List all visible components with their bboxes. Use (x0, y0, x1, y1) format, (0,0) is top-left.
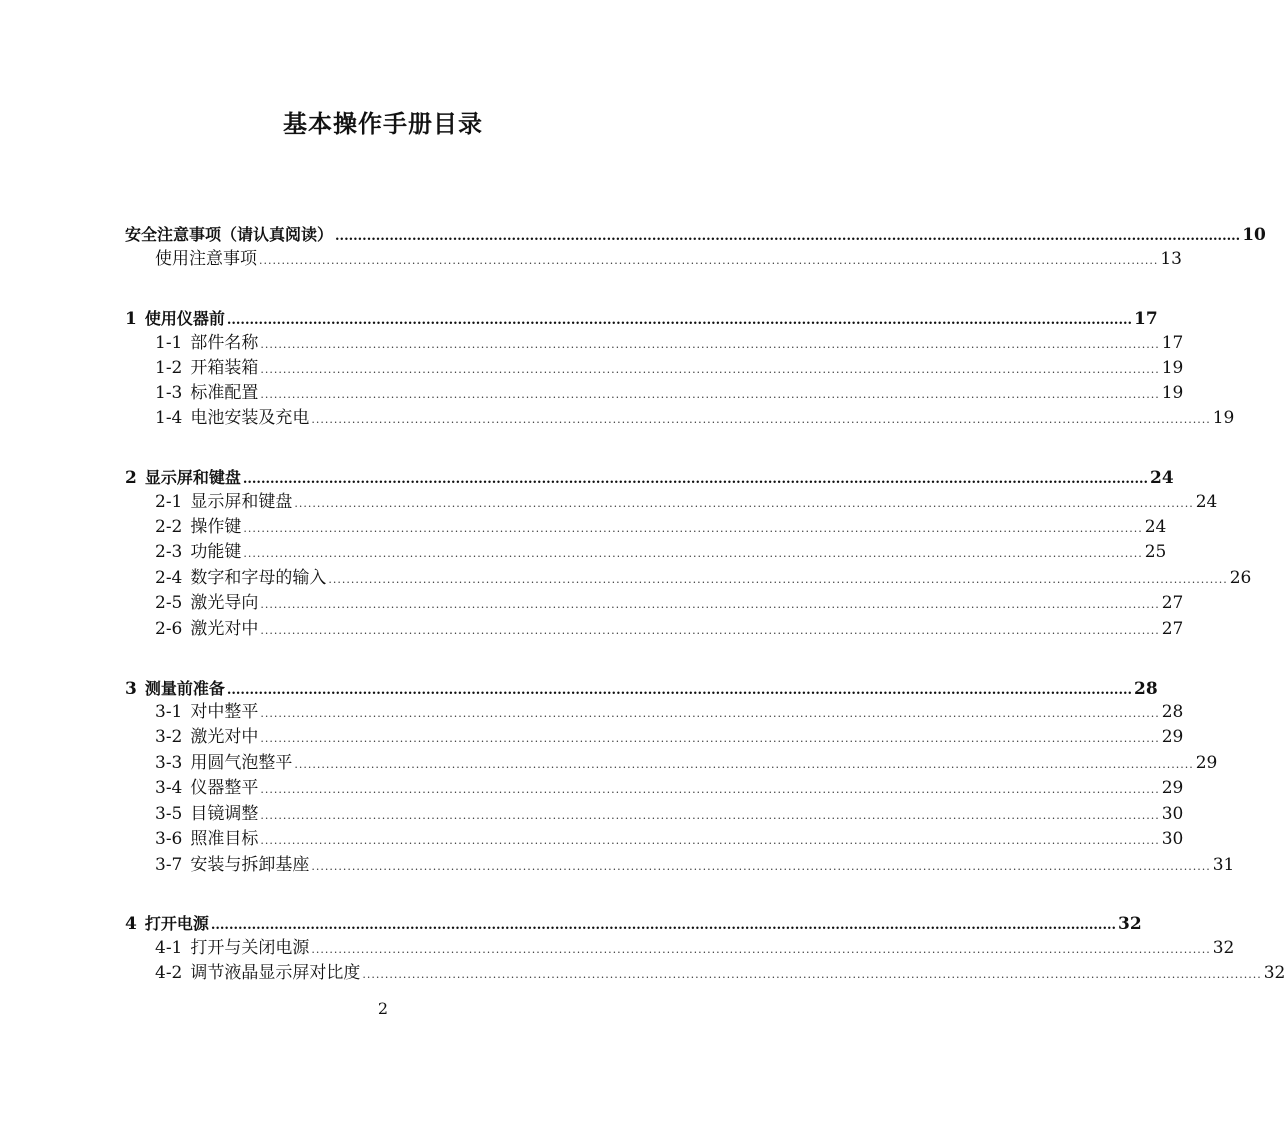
toc-entry-title: 开箱装箱 (190, 358, 259, 378)
toc-entry-title: 功能键 (190, 542, 242, 562)
toc-entry-number: 3-5 (155, 804, 183, 824)
toc-chapter-entry[interactable] (125, 465, 1174, 490)
toc-entry-title: 激光导向 (190, 593, 259, 613)
dot-leader: ........................................................................................................................................................................................................ (210, 918, 1117, 933)
dot-leader: ........................................................................................................................................................................................................ (311, 860, 1211, 873)
toc-entry-page: 24 (1150, 468, 1174, 488)
toc-entry-page: 30 (1161, 804, 1184, 824)
toc-chapter-entry[interactable] (125, 911, 1142, 936)
toc-entry-number: 2-4 (155, 568, 183, 588)
toc-chapter-entry[interactable] (125, 222, 1266, 247)
toc-entry-page: 29 (1161, 778, 1184, 798)
toc-section-entry[interactable] (155, 853, 1235, 878)
dot-leader: ........................................................................................................................................................................................................ (362, 968, 1262, 981)
toc-entry-number: 2-3 (155, 542, 183, 562)
toc-entry-title: 照准目标 (190, 829, 259, 849)
toc-entry-page: 24 (1195, 492, 1218, 512)
toc-entry-number: 2 (125, 468, 137, 488)
dot-leader: ........................................................................................................................................................................................................ (260, 732, 1160, 745)
toc-entry-number: 4 (125, 914, 137, 934)
toc-section-entry[interactable] (155, 776, 1184, 801)
toc-entry-title: 对中整平 (190, 702, 259, 722)
toc-entry-title: 部件名称 (190, 333, 259, 353)
toc-section-entry[interactable] (155, 617, 1184, 642)
page-number: 2 (377, 999, 389, 1018)
dot-leader: ........................................................................................................................................................................................................ (335, 229, 1241, 244)
dot-leader: ........................................................................................................................................................................................................ (259, 254, 1159, 267)
toc-section-entry[interactable] (155, 700, 1184, 725)
toc-entry-page: 32 (1212, 938, 1235, 958)
toc-section-entry[interactable] (155, 751, 1218, 776)
toc-entry-page: 19 (1161, 383, 1184, 403)
toc-entry-page: 19 (1161, 358, 1184, 378)
toc-entry-page: 24 (1144, 517, 1167, 537)
toc-entry-page: 27 (1161, 593, 1184, 613)
toc-section-entry[interactable] (155, 936, 1235, 961)
toc-entry-title: 操作键 (190, 517, 242, 537)
toc-entry-title: 激光对中 (190, 727, 259, 747)
toc-entry-title: 用圆气泡整平 (190, 753, 293, 773)
toc-entry-title: 调节液晶显示屏对比度 (190, 963, 361, 983)
toc-entry-page: 13 (1160, 249, 1182, 269)
toc-entry-page: 31 (1212, 855, 1235, 875)
toc-entry-title: 安装与拆卸基座 (190, 855, 310, 875)
dot-leader: ........................................................................................................................................................................................................ (260, 809, 1160, 822)
toc-entry-number: 1-2 (155, 358, 183, 378)
toc-section-entry[interactable] (155, 247, 1182, 272)
toc-entry-number: 3-4 (155, 778, 183, 798)
dot-leader: ........................................................................................................................................................................................................ (260, 363, 1160, 376)
toc-entry-page: 27 (1161, 619, 1184, 639)
dot-leader: ........................................................................................................................................................................................................ (311, 413, 1211, 426)
toc-entry-number: 1-1 (155, 333, 183, 353)
toc-section-entry[interactable] (155, 406, 1235, 431)
dot-leader: ........................................................................................................................................................................................................ (311, 943, 1211, 956)
toc-entry-number: 3-1 (155, 702, 183, 722)
toc-entry-number: 3-6 (155, 829, 183, 849)
toc-entry-title: 打开与关闭电源 (190, 938, 310, 958)
toc-section-entry[interactable] (155, 515, 1167, 540)
toc-entry-page: 32 (1118, 914, 1142, 934)
toc-section-entry[interactable] (155, 356, 1184, 381)
dot-leader: ........................................................................................................................................................................................................ (243, 522, 1143, 535)
toc-entry-number: 2-1 (155, 492, 183, 512)
toc-entry-title: 数字和字母的输入 (190, 568, 327, 588)
toc-entry-number: 2-2 (155, 517, 183, 537)
toc-entry-title: 打开电源 (144, 914, 209, 933)
toc-entry-number: 3-3 (155, 753, 183, 773)
toc-entry-title: 激光对中 (190, 619, 259, 639)
dot-leader: ........................................................................................................................................................................................................ (260, 707, 1160, 720)
toc-entry-number: 3 (125, 679, 137, 699)
toc-chapter-entry[interactable] (125, 306, 1158, 331)
toc-section-entry[interactable] (155, 490, 1218, 515)
toc-section-entry[interactable] (155, 961, 1285, 986)
toc-entry-number: 2-5 (155, 593, 183, 613)
toc-entry-number: 1-4 (155, 408, 183, 428)
toc-entry-page: 30 (1161, 829, 1184, 849)
toc-entry-page: 28 (1161, 702, 1184, 722)
toc-entry-number: 3-2 (155, 727, 183, 747)
toc-entry-title: 测量前准备 (144, 679, 225, 698)
dot-leader: ........................................................................................................................................................................................................ (260, 598, 1160, 611)
dot-leader: ........................................................................................................................................................................................................ (294, 758, 1194, 771)
toc-entry-title: 标准配置 (190, 383, 259, 403)
toc-entry-number: 1-3 (155, 383, 183, 403)
dot-leader: ........................................................................................................................................................................................................ (260, 388, 1160, 401)
toc-section-entry[interactable] (155, 331, 1184, 356)
toc-entry-page: 28 (1134, 679, 1158, 699)
toc-entry-number: 4-1 (155, 938, 183, 958)
toc-section-entry[interactable] (155, 566, 1252, 591)
toc-entry-page: 32 (1263, 963, 1285, 983)
toc-entry-page: 17 (1134, 309, 1158, 329)
toc-entry-number: 1 (125, 309, 137, 329)
dot-leader: ........................................................................................................................................................................................................ (328, 573, 1228, 586)
toc-entry-page: 17 (1161, 333, 1184, 353)
toc-entry-title: 显示屏和键盘 (190, 492, 293, 512)
toc-entry-title: 使用注意事项 (155, 249, 257, 269)
toc-entry-page: 25 (1144, 542, 1167, 562)
toc-entry-number: 4-2 (155, 963, 183, 983)
toc-entry-title: 电池安装及充电 (190, 408, 310, 428)
toc-entry-title: 安全注意事项（请认真阅读） (125, 225, 334, 244)
dot-leader: ........................................................................................................................................................................................................ (260, 624, 1160, 637)
toc-entry-title: 仪器整平 (190, 778, 259, 798)
dot-leader: ........................................................................................................................................................................................................ (260, 834, 1160, 847)
toc-entry-title: 显示屏和键盘 (144, 468, 241, 487)
dot-leader: ........................................................................................................................................................................................................ (294, 497, 1194, 510)
dot-leader: ........................................................................................................................................................................................................ (242, 472, 1149, 487)
dot-leader: ........................................................................................................................................................................................................ (243, 547, 1143, 560)
toc-section-entry[interactable] (155, 591, 1184, 616)
toc-entry-page: 29 (1195, 753, 1218, 773)
page-title: 基本操作手册目录 (283, 110, 483, 138)
toc-entry-page: 19 (1212, 408, 1235, 428)
toc-section-entry[interactable] (155, 381, 1184, 406)
toc-entry-page: 29 (1161, 727, 1184, 747)
toc-entry-number: 3-7 (155, 855, 183, 875)
toc-section-entry[interactable] (155, 827, 1184, 852)
toc-section-entry[interactable] (155, 725, 1184, 750)
toc-entry-title: 使用仪器前 (144, 309, 225, 328)
toc-section-entry[interactable] (155, 540, 1167, 565)
toc-chapter-entry[interactable] (125, 676, 1158, 701)
toc-entry-page: 26 (1229, 568, 1252, 588)
dot-leader: ........................................................................................................................................................................................................ (260, 783, 1160, 796)
dot-leader: ........................................................................................................................................................................................................ (226, 313, 1133, 328)
dot-leader: ........................................................................................................................................................................................................ (260, 338, 1160, 351)
dot-leader: ........................................................................................................................................................................................................ (226, 683, 1133, 698)
toc-section-entry[interactable] (155, 802, 1184, 827)
toc-entry-page: 10 (1242, 225, 1266, 245)
toc-entry-title: 目镜调整 (190, 804, 259, 824)
toc-entry-number: 2-6 (155, 619, 183, 639)
